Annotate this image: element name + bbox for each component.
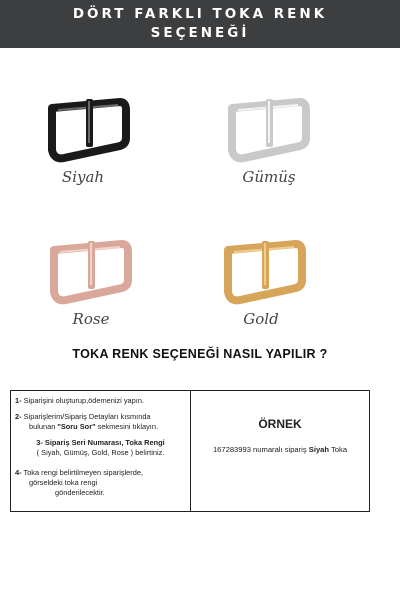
buckle-silver-icon (222, 96, 318, 166)
buckle-black-icon (42, 96, 138, 166)
step-3 (15, 438, 186, 458)
buckle-label-gold: Gold (243, 310, 279, 328)
buckle-label-rose: Rose (72, 310, 110, 328)
header-title-line2: SEÇENEĞİ (150, 25, 250, 41)
page-header (0, 0, 400, 48)
buckle-shape (222, 96, 318, 166)
step-3-bold: 3- Sipariş Seri Numarası, Toka Rengi (36, 438, 165, 447)
step-2-text: Siparişlerim/Sipariş Detayları kısmında (21, 412, 151, 421)
example-title: ÖRNEK (258, 417, 302, 431)
buckle-shape (218, 238, 314, 308)
step-1-text: Siparişini oluşturup,ödemenizi yapın. (21, 396, 145, 405)
instruction-table (10, 390, 370, 512)
buckle-label-siyah: Siyah (61, 168, 105, 186)
steps-cell (11, 391, 191, 511)
step-2-text-b: bulunan (29, 422, 58, 431)
buckle-gold-icon (218, 238, 314, 308)
buckle-rose-icon (44, 238, 140, 308)
step-2 (15, 412, 186, 432)
step-1 (15, 396, 186, 406)
step-4-text-c: gönderilecektir. (55, 488, 105, 497)
buckle-shape (44, 238, 140, 308)
example-cell (191, 391, 369, 511)
step-2-bold: "Soru Sor" (57, 422, 96, 431)
example-text-bold: Siyah (308, 445, 330, 454)
example-text-a: 167283993 numaralı sipariş (212, 445, 309, 454)
step-1-number: 1- (15, 396, 22, 405)
step-4-text: Toka rengi belirtilmeyen siparişlerde, (21, 468, 144, 477)
buckle-label-gumus: Gümüş (242, 168, 296, 186)
example-text-b: Toka (329, 445, 348, 454)
step-4 (15, 468, 186, 498)
step-2-number: 2- (15, 412, 22, 421)
step-4-number: 4- (15, 468, 22, 477)
buckle-shape (42, 96, 138, 166)
step-2-text-c: sekmesini tıklayın. (95, 422, 159, 431)
step-3-text: ( Siyah, Gümüş, Gold, Rose ) belirtiniz. (36, 448, 165, 457)
header-title-line1: DÖRT FARKLI TOKA RENK (72, 6, 328, 22)
instruction-heading: TOKA RENK SEÇENEĞİ NASIL YAPILIR ? (72, 347, 328, 361)
example-text (191, 445, 369, 454)
step-4-text-b: görseldeki toka rengi (29, 478, 98, 487)
